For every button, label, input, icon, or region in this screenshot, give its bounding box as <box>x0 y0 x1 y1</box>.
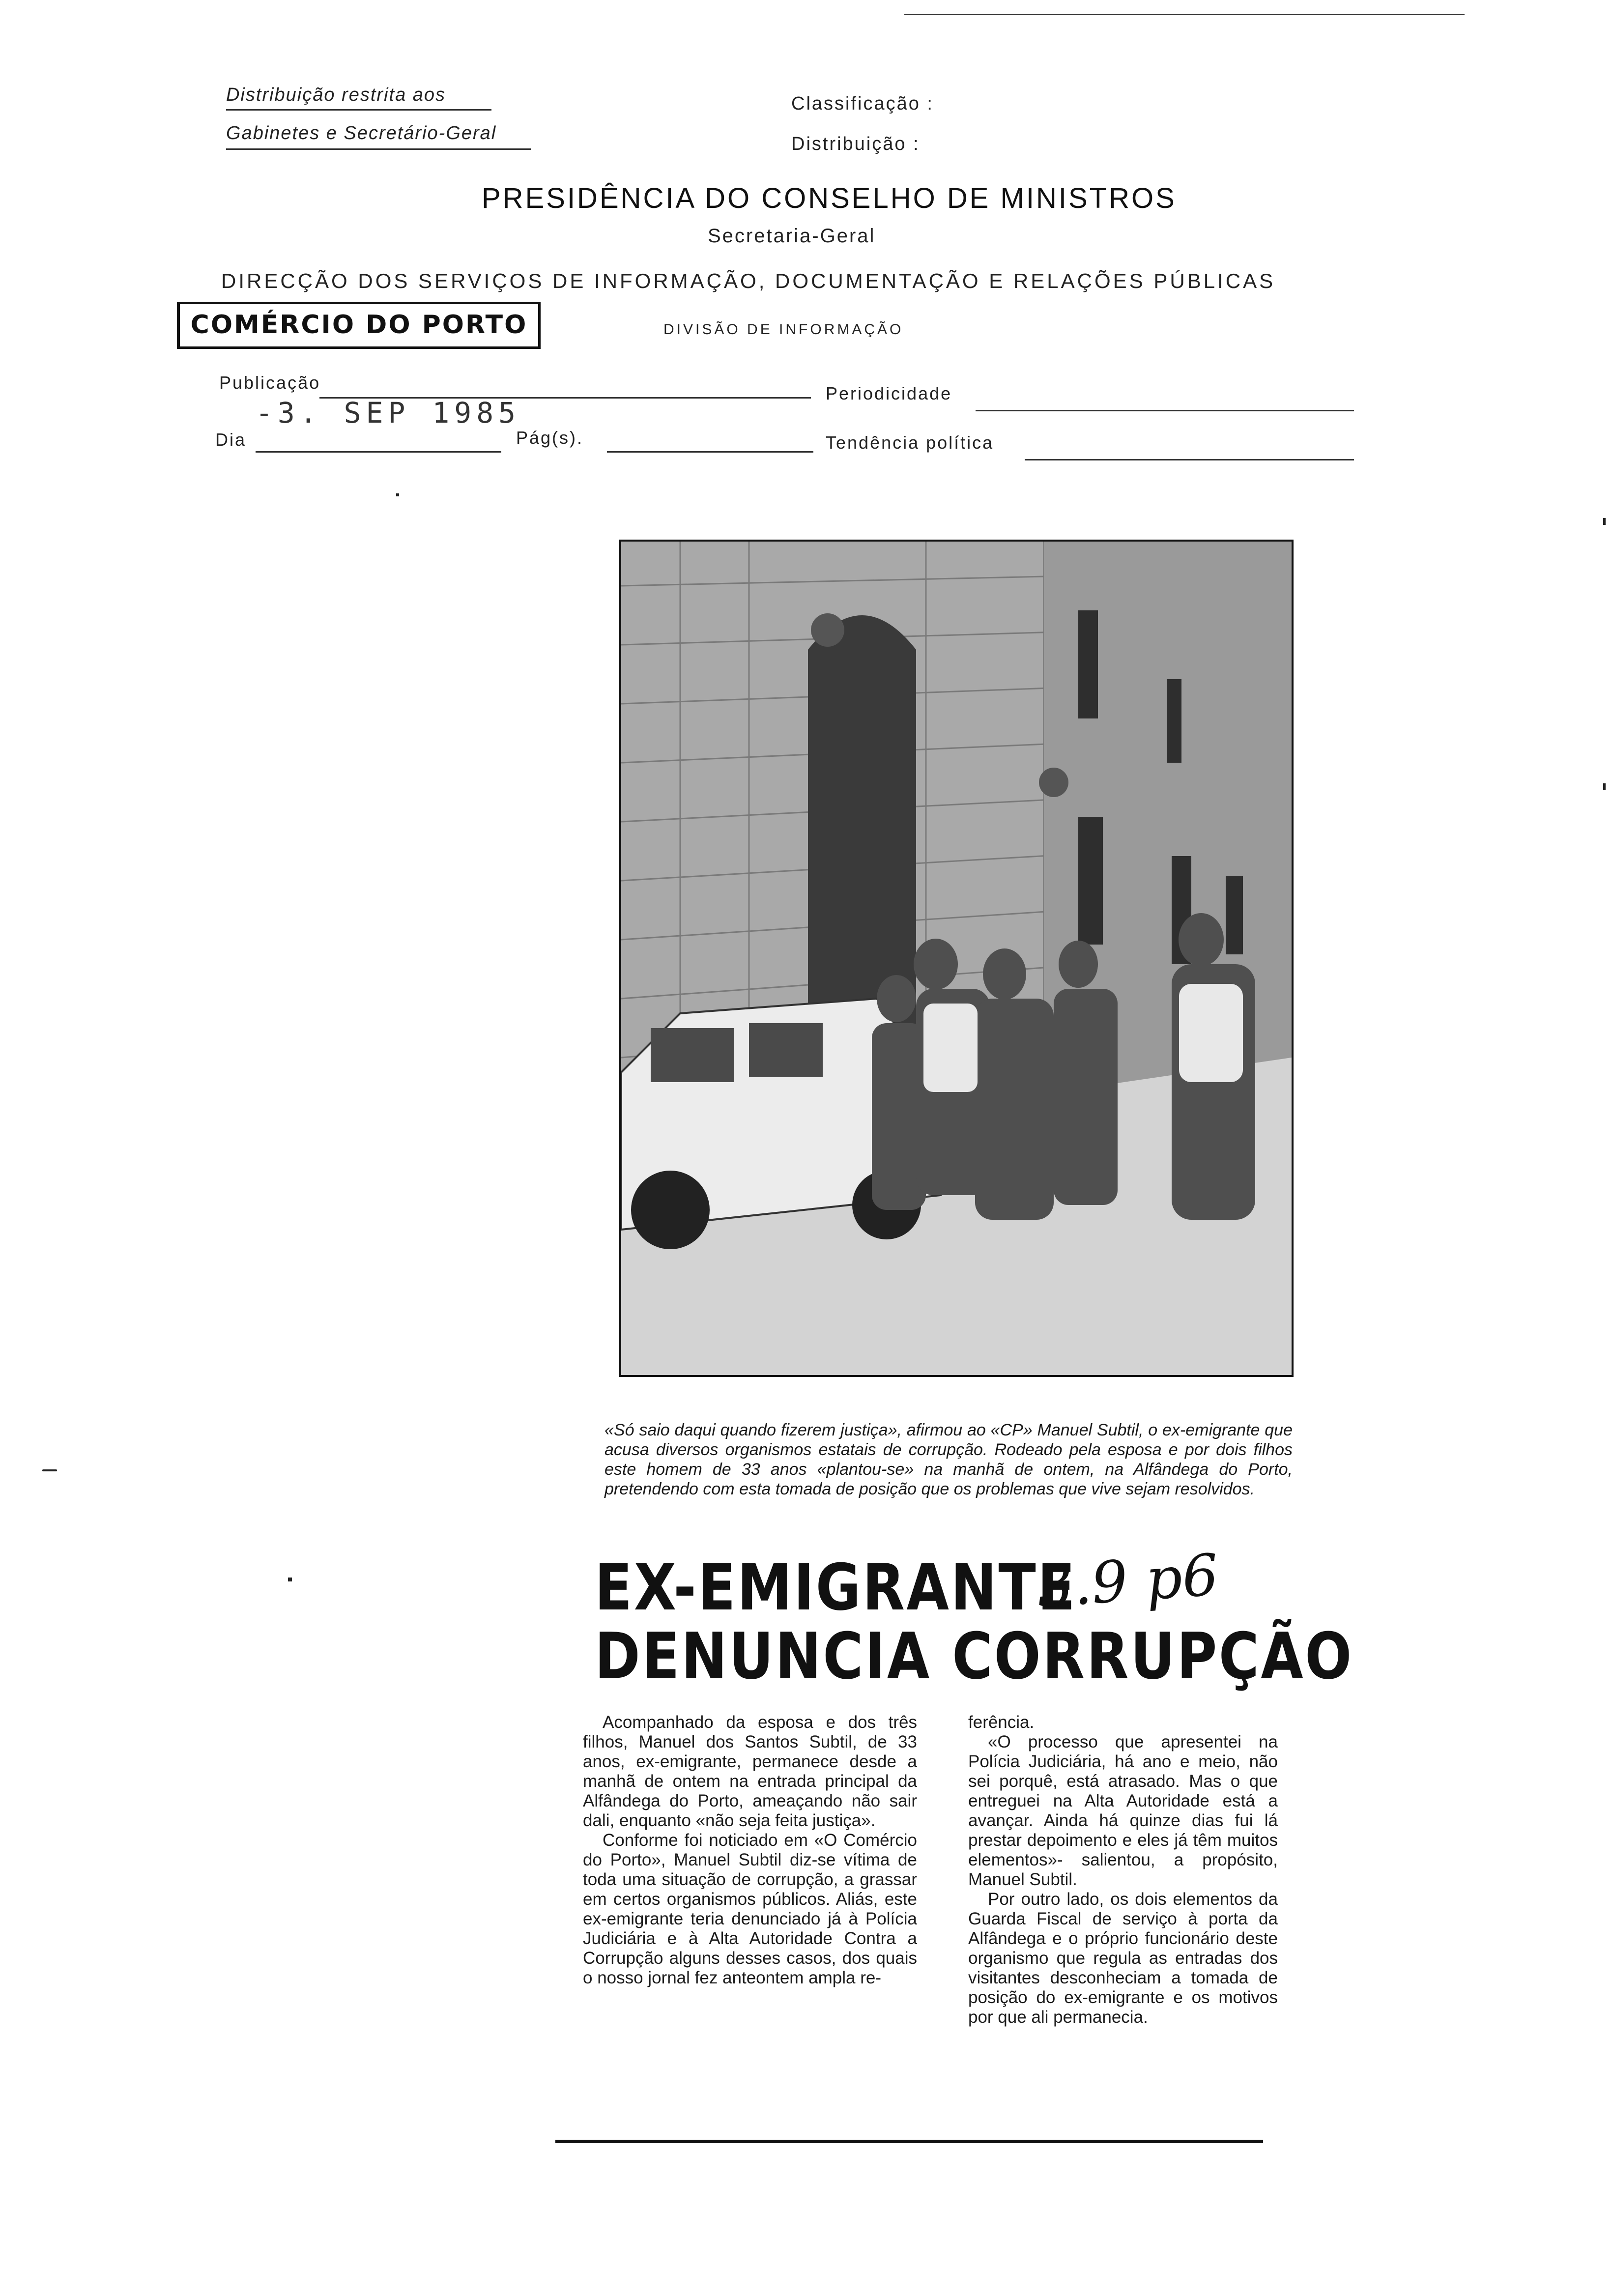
date-stamp: -3. SEP 1985 <box>256 396 521 430</box>
distribution-note-line1: Distribuição restrita aos <box>226 85 446 105</box>
speck <box>288 1578 292 1581</box>
dia-line <box>256 451 501 453</box>
top-border-rule <box>904 14 1465 15</box>
document-title: PRESIDÊNCIA DO CONSELHO DE MINISTROS <box>482 182 1177 214</box>
distribuicao-label: Distribuição : <box>791 134 920 154</box>
article-paragraph: «O processo que apresentei na Polícia Judiciária, há ano e meio, não sei porquê, está atrasado. Mas o que entreguei na Alta Autoridade está a avançar. Ainda há quinze dias fui lá prestar depoimento e eles já têm muitos elementos»- salientou, a propósito, Manuel Subtil. <box>968 1732 1278 1889</box>
speck <box>1603 783 1606 790</box>
tendencia-label: Tendência política <box>826 432 994 453</box>
document-subtitle: Secretaria-Geral <box>708 225 876 247</box>
direccao-heading: DIRECÇÃO DOS SERVIÇOS DE INFORMAÇÃO, DOCUMENTAÇÃO E RELAÇÕES PÚBLICAS <box>221 269 1276 292</box>
distribution-note-underline1 <box>226 109 491 111</box>
headline-line2: DENUNCIA CORRUPÇÃO <box>595 1619 1353 1693</box>
article-paragraph: Acompanhado da esposa e dos três filhos, Manuel dos Santos Subtil, de 33 anos, ex-emigrante, permanece desde a manhã de ontem na entrada principal da Alfândega do Porto, ameaçando não sair dali, enquanto «não seja feita justiça». <box>583 1713 917 1830</box>
dia-label: Dia <box>215 430 247 450</box>
pags-line <box>607 451 813 453</box>
periodicidade-line <box>976 410 1354 411</box>
article-column-1 <box>583 1713 917 1988</box>
photo-caption: «Só saio daqui quando fizerem justiça», afirmou ao «CP» Manuel Subtil, o ex-emigrante que acusa diversos organismos estatais de corrupção. Rodeado pela esposa e por dois filhos este homem de 33 anos «plantou-se» na manhã de ontem, na Alfândega do Porto, pretendendo com esta tomada de posição que os problemas que vive sejam resolvidos. <box>604 1421 1293 1498</box>
publicacao-label: Publicação <box>219 373 321 393</box>
speck <box>1603 518 1606 525</box>
tendencia-line <box>1025 459 1354 460</box>
speck <box>42 1469 57 1471</box>
pags-label: Pág(s). <box>516 428 584 448</box>
divisao-heading: DIVISÃO DE INFORMAÇÃO <box>663 321 904 338</box>
distribution-note-underline2 <box>226 148 531 150</box>
periodicidade-label: Periodicidade <box>826 383 952 403</box>
speck <box>396 493 399 496</box>
publication-stamp: COMÉRCIO DO PORTO <box>177 302 541 349</box>
article-bottom-rule <box>555 2140 1263 2143</box>
article-column-2 <box>968 1713 1278 2027</box>
classificacao-label: Classificação : <box>791 93 934 114</box>
photo-illustration <box>621 542 1292 1375</box>
article-paragraph: Por outro lado, os dois elementos da Guarda Fiscal de serviço à porta da Alfândega e o próprio funcionário deste organismo que regula as entradas dos visitantes desconheciam a tomada de posição do ex-emigrante e os motivos por que ali permanecia. <box>968 1890 1278 2027</box>
handwritten-annotation: 3.9 p6 <box>1035 1542 1221 1621</box>
article-paragraph: Conforme foi noticiado em «O Comércio do Porto», Manuel Subtil diz-se vítima de toda uma situação de corrupção, a grassar em certos organismos públicos. Aliás, este ex-emigrante teria denunciado já à Polícia Judiciária e à Alta Autoridade Contra a Corrupção alguns desses casos, dos quais o nosso jornal fez anteontem ampla re- <box>583 1831 917 1987</box>
news-photo <box>619 540 1294 1377</box>
headline-line1: EX-EMIGRANTE <box>595 1550 1077 1625</box>
distribution-note-line2: Gabinetes e Secretário-Geral <box>226 123 497 144</box>
article-paragraph: ferência. <box>968 1713 1035 1732</box>
